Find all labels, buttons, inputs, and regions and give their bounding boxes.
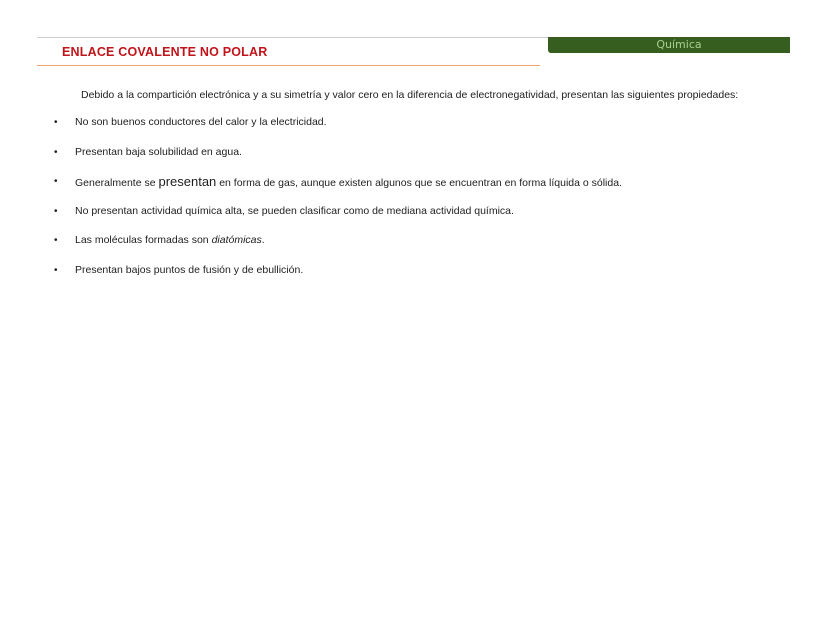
bullet-icon: • xyxy=(54,205,58,217)
list-item-emphasis: diatómicas xyxy=(211,234,262,246)
title-underline xyxy=(37,65,540,66)
list-item-text: Presentan baja solubilidad en agua. xyxy=(75,145,242,158)
list-item xyxy=(52,261,770,291)
bullet-icon: • xyxy=(54,176,58,187)
list-item-text: No son buenos conductores del calor y la electricidad. xyxy=(75,116,327,128)
document-title: ENLACE COVALENTE NO POLAR xyxy=(62,45,268,59)
list-item xyxy=(52,231,770,261)
intro-paragraph: Debido a la compartición electrónica y a su simetría y valor cero en la diferencia de electronegatividad, presentan las siguientes propiedades: xyxy=(81,89,739,101)
list-item-text-pre: Las moléculas formadas son xyxy=(75,234,212,246)
list-item xyxy=(52,202,770,232)
list-item xyxy=(52,172,770,202)
document-body xyxy=(52,86,770,290)
subject-label: Química xyxy=(656,38,702,51)
list-item-text-post: en forma de gas, aunque existen algunos que se encuentran en forma líquida o sólida. xyxy=(216,177,622,189)
bullet-icon: • xyxy=(54,117,58,128)
list-item-text-pre: Generalmente se xyxy=(75,177,159,189)
list-item-text-post: . xyxy=(261,234,265,246)
subject-tab xyxy=(548,37,790,53)
header-top-rule xyxy=(37,37,549,38)
list-item-emphasis: presentan xyxy=(158,174,217,189)
properties-list xyxy=(52,113,770,290)
bullet-icon: • xyxy=(54,235,58,246)
list-item-text: No presentan actividad química alta, se pueden clasificar como de mediana actividad química. xyxy=(75,204,514,217)
list-item xyxy=(52,143,770,173)
list-item xyxy=(52,113,770,143)
list-item-text: Presentan bajos puntos de fusión y de ebullición. xyxy=(75,263,304,276)
bullet-icon: • xyxy=(54,264,58,276)
bullet-icon: • xyxy=(54,146,58,158)
